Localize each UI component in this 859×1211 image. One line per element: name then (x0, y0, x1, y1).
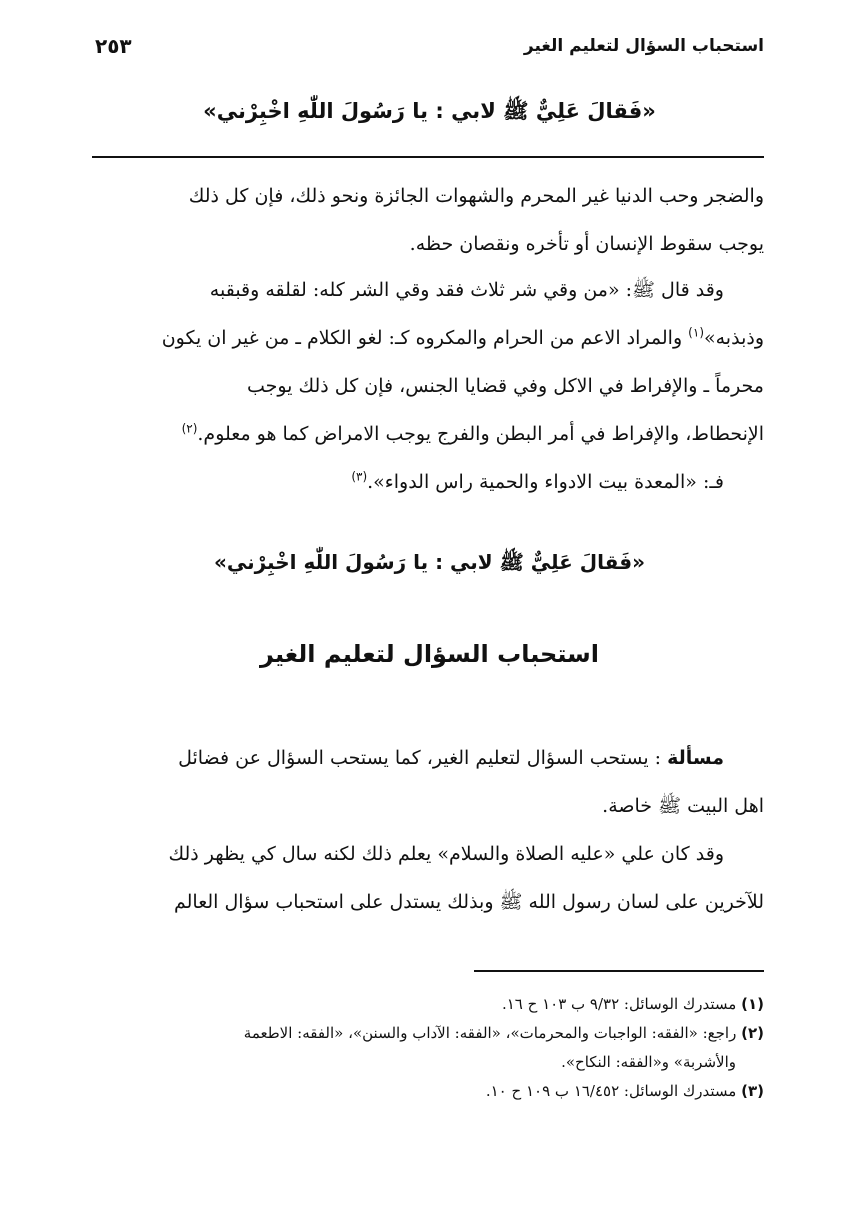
footnote-text: مستدرك الوسائل: ١٦/٤٥٢ ب ١٠٩ ح ١٠. (485, 1082, 737, 1100)
footnote-number: (١) (741, 995, 764, 1013)
paragraph-line: والضجر وحب الدنيا غير المحرم والشهوات الجائزة ونحو ذلك، فإن كل ذلك (188, 185, 764, 207)
paragraph-line (92, 410, 764, 458)
page-number: ٢٥٣ (95, 34, 132, 58)
footnote-text: راجع: «الفقه: الواجبات والمحرمات»، «الفقه: الآداب والسنن»، «الفقه: الاطعمة (243, 1024, 737, 1042)
paragraph-line: وقد كان علي «عليه الصلاة والسلام» يعلم ذلك لكنه سال كي يظهر ذلك (168, 843, 724, 865)
footnote-text: مستدرك الوسائل: ٩/٣٢ ب ١٠٣ ح ١٦. (501, 995, 737, 1013)
running-header (95, 30, 764, 66)
footnote-ref: (٢) (181, 421, 198, 436)
hadith-heading: «فَقالَ عَلِيٌّ ﷺ لابي : يا رَسُولَ اللّٰهِ اخْبِرْني» (203, 99, 656, 123)
paragraph-2 (92, 266, 764, 506)
footnote-1 (92, 990, 764, 1019)
footnote-3 (92, 1077, 764, 1106)
section-title: استحباب السؤال لتعليم الغير (260, 640, 599, 668)
paragraph-line: وقد قال ﷺ: «من وقي شر ثلاث فقد وقي الشر كله: لقلقه وقبقبه (209, 279, 724, 301)
paragraph-1 (92, 172, 764, 268)
paragraph-line (92, 458, 764, 506)
heading-divider (92, 156, 764, 158)
footnote-number: (٢) (741, 1024, 764, 1042)
paragraph-line: يوجب سقوط الإنسان أو تأخره ونقصان حظه. (409, 233, 764, 255)
text-run: فـ: «المعدة بيت الادواء والحمية راس الدواء». (367, 471, 724, 493)
paragraph-line: للآخرين على لسان رسول الله ﷺ وبذلك يستدل على استحباب سؤال العالم (173, 891, 764, 913)
running-title: استحباب السؤال لتعليم الغير (523, 36, 764, 56)
masala-label: مسألة (667, 747, 724, 769)
footnote-divider (474, 970, 764, 972)
text-run: : يستحب السؤال لتعليم الغير، كما يستحب السؤال عن فضائل (178, 747, 662, 769)
text-run: الإنحطاط، والإفراط في أمر البطن والفرج يوجب الامراض كما هو معلوم. (197, 423, 764, 445)
paragraph-3 (92, 734, 764, 926)
paragraph-line (92, 314, 764, 362)
footnote-ref: (٣) (351, 469, 368, 484)
footnote-number: (٣) (741, 1082, 764, 1100)
paragraph-line (92, 734, 764, 782)
footnotes (92, 990, 764, 1106)
footnote-2 (92, 1019, 764, 1048)
footnote-2-continuation: والأشربة» و«الفقه: النكاح». (561, 1053, 736, 1071)
hadith-heading-repeat: «فَقالَ عَلِيٌّ ﷺ لابي : يا رَسُولَ اللّٰهِ اخْبِرْني» (213, 550, 646, 574)
paragraph-line: اهل البيت ﷺ خاصة. (602, 795, 764, 817)
text-run: والمراد الاعم من الحرام والمكروه كـ: لغو الكلام ـ من غير ان يكون (161, 327, 689, 349)
footnote-ref: (١) (688, 325, 704, 340)
paragraph-line: محرماً ـ والإفراط في الاكل وفي قضايا الجنس، فإن كل ذلك يوجب (246, 375, 764, 397)
text-run: وذبذبه» (704, 327, 764, 349)
